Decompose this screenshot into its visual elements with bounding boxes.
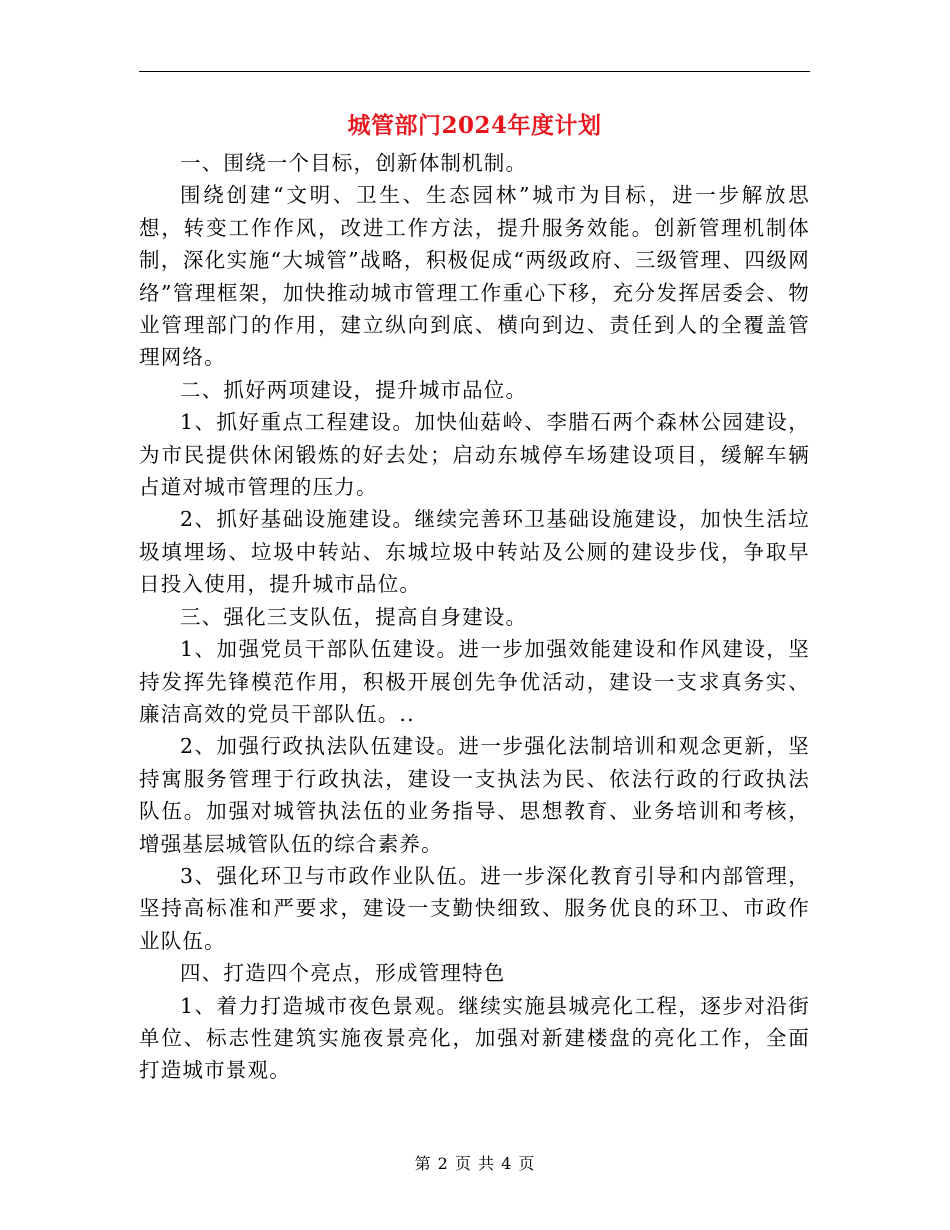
section-heading-3: 三、强化三支队伍，提高自身建设。 <box>180 604 528 629</box>
body-paragraph: 1、加强党员干部队伍建设。进一步加强效能建设和作风建设，坚持发挥先锋模范作用，积极开展创先争优活动，建设一支求真务实、廉洁高效的党员干部队伍。.. <box>139 637 810 726</box>
header-rule <box>139 71 810 72</box>
page-number: 第 2 页 共 4 页 <box>414 1154 536 1173</box>
section-heading-1: 一、围绕一个目标，创新体制机制。 <box>180 151 528 175</box>
document-title: 城管部门2024年度计划 <box>347 112 602 139</box>
section-heading-4: 四、打造四个亮点，形成管理特色 <box>180 961 506 986</box>
body-paragraph: 围绕创建“文明、卫生、生态园林”城市为目标，进一步解放思想，转变工作作风，改进工作方法，提升服务效能。创新管理机制体制，深化实施“大城管”战略，积极促成“两级政府、三级管理、四级网络”管理框架，加快推动城市管理工作重心下移，充分发挥居委会、物业管理部门的作用，建立纵向到底、横向到边、责任到人的全覆盖管理网络。 <box>139 183 810 370</box>
body-paragraph: 1、抓好重点工程建设。加快仙菇岭、李腊石两个森林公园建设，为市民提供休闲锻炼的好去处；启动东城停车场建设项目，缓解车辆占道对城市管理的压力。 <box>139 410 810 500</box>
body-paragraph: 3、强化环卫与市政作业队伍。进一步深化教育引导和内部管理，坚持高标准和严要求，建设一支勤快细致、服务优良的环卫、市政作业队伍。 <box>139 863 810 953</box>
body-paragraph: 2、抓好基础设施建设。继续完善环卫基础设施建设，加快生活垃圾填埋场、垃圾中转站、东城垃圾中转站及公厕的建设步伐，争取早日投入使用，提升城市品位。 <box>139 507 810 597</box>
document-body <box>139 147 810 1087</box>
section-heading-2: 二、抓好两项建设，提升城市品位。 <box>180 377 528 402</box>
body-paragraph: 2、加强行政执法队伍建设。进一步强化法制培训和观念更新，坚持寓服务管理于行政执法，建设一支执法为民、依法行政的行政执法队伍。加强对城管执法伍的业务指导、思想教育、业务培训和考核，增强基层城管队伍的综合素养。 <box>139 734 810 856</box>
body-paragraph: 1、着力打造城市夜色景观。继续实施县城亮化工程，逐步对沿街单位、标志性建筑实施夜景亮化，加强对新建楼盘的亮化工作，全面打造城市景观。 <box>139 993 810 1083</box>
